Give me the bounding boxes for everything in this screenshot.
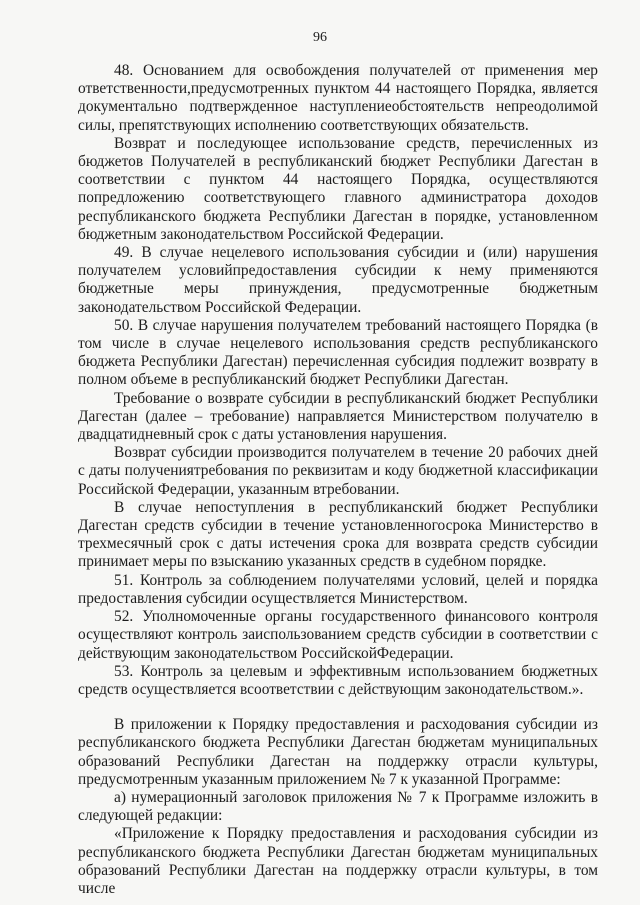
paragraph-48: 48. Основанием для освобождения получателей от применения мер ответственности,предусмотренных пунктом 44 настоящего Порядка, является документально подтвержденное наступлениеобстоятельств непреодолимой силы, препятствующих исполнению соответствующих обязательств.	[78, 62, 598, 134]
page-number: 96	[313, 30, 327, 45]
paragraph-refund-demand: Требование о возврате субсидии в республиканский бюджет Республики Дагестан (далее – требование) направляется Министерством получателю в двадцатидневный срок с даты установления нарушения.	[78, 389, 598, 444]
paragraph-53: 53. Контроль за целевым и эффективным использованием бюджетных средств осуществляется всоответствии с действующим законодательством.».	[78, 662, 598, 698]
paragraph-52: 52. Уполномоченные органы государственного финансового контроля осуществляют контроль заиспользованием средств субсидии в соответствии с действующим законодательством РоссийскойФедерации.	[78, 608, 598, 662]
paragraph-appendix-quote: «Приложение к Порядку предоставления и расходования субсидии из республиканского бюджета Республики Дагестан бюджетам муниципальных образований Республики Дагестан на поддержку отрасли культуры, в том числе	[78, 825, 598, 897]
section-gap	[78, 699, 598, 716]
paragraph-non-receipt: В случае непоступления в республиканский бюджет Республики Дагестан средств субсидии в течение установленногосрока Министерство в трехмесячный срок с даты истечения срока для возврата средств субсидии принимает меры по взысканию указанных средств в судебном порядке.	[78, 498, 598, 571]
paragraph-49: 49. В случае нецелевого использования субсидии и (или) нарушения получателем условийпредоставления субсидии к нему применяются бюджетные меры принуждения, предусмотренные бюджетным законодательством Российской Федерации.	[78, 244, 598, 316]
paragraph-refund-usage: Возврат и последующее использование средств, перечисленных из бюджетов Получателей в республиканский бюджет Республики Дагестан в соответствии с пунктом 44 настоящего Порядка, осуществляются попредложению соответствующего главного администратора доходов республиканского бюджета Республики Дагестан в порядке, установленном бюджетным законодательством Российской Федерации.	[78, 134, 598, 243]
document-body	[78, 62, 598, 898]
paragraph-refund-term: Возврат субсидии производится получателем в течение 20 рабочих дней с даты получениятребования по реквизитам и коду бюджетной классификации Российской Федерации, указанным втребовании.	[78, 444, 598, 498]
paragraph-appendix-intro: В приложении к Порядку предоставления и расходования субсидии из республиканского бюджета Республики Дагестан бюджетам муниципальных образований Республики Дагестан на поддержку отрасли культуры, предусмотренным указанным приложением № 7 к указанной Программе:	[78, 716, 598, 788]
paragraph-51: 51. Контроль за соблюдением получателями условий, целей и порядка предоставления субсидии осуществляется Министерством.	[78, 571, 598, 607]
paragraph-item-a: а) нумерационный заголовок приложения № 7 к Программе изложить в следующей редакции:	[78, 788, 598, 825]
paragraph-50: 50. В случае нарушения получателем требований настоящего Порядка (в том числе в случае нецелевого использования средств республиканского бюджета Республики Дагестан) перечисленная субсидия подлежит возврату в полном объеме в республиканский бюджет Республики Дагестан.	[78, 316, 598, 389]
